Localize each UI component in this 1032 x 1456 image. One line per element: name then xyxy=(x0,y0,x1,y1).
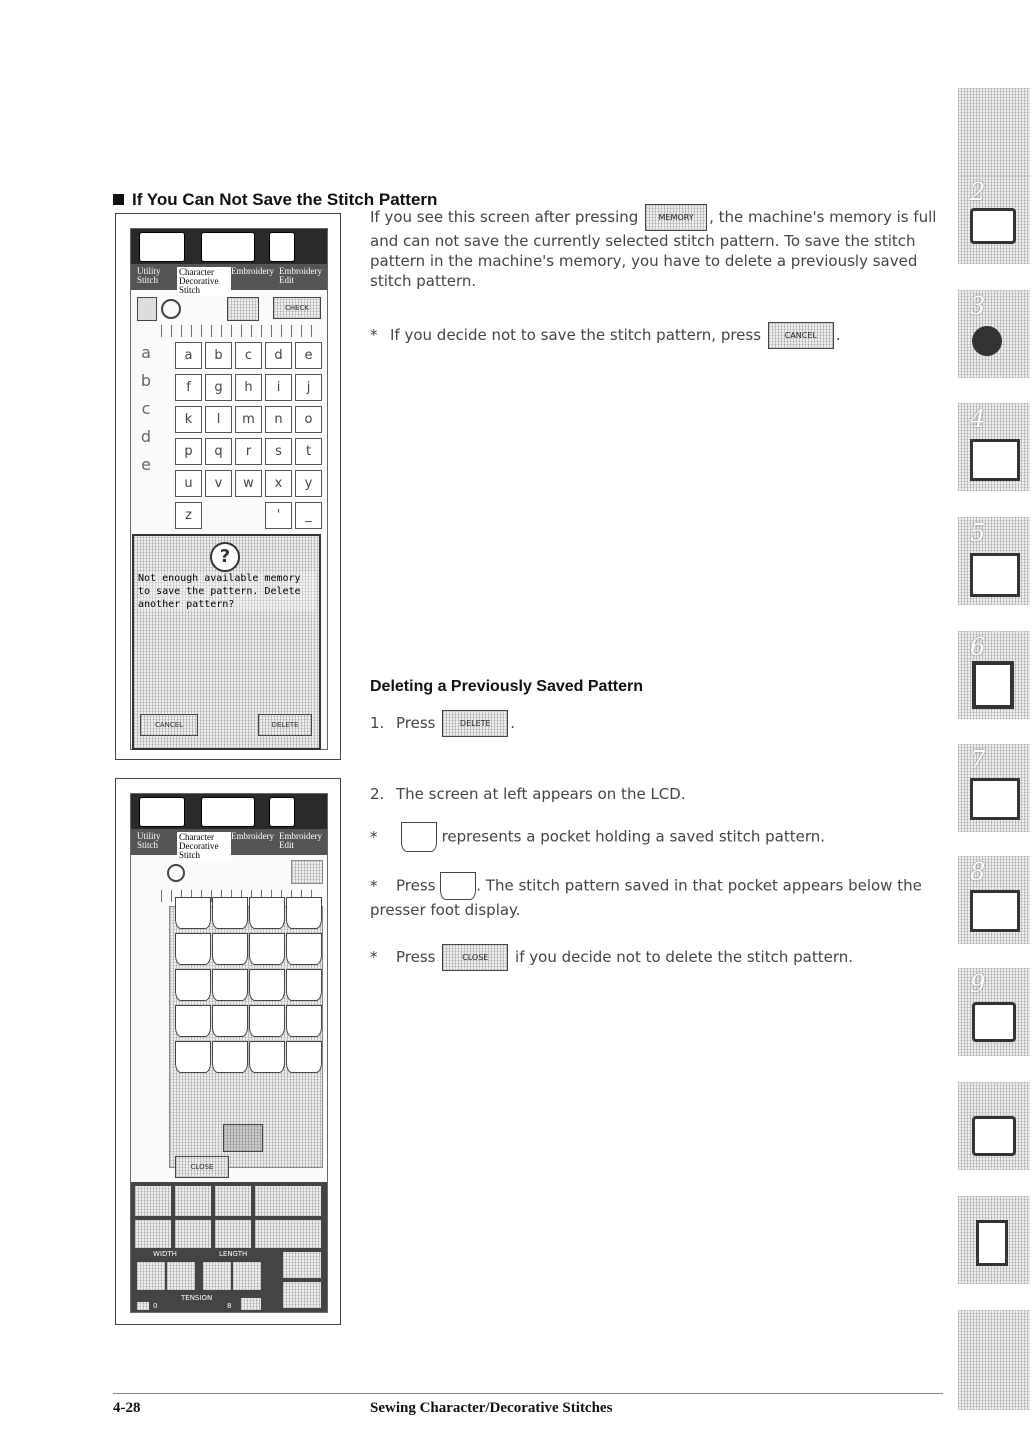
pocket-button[interactable] xyxy=(286,1041,322,1073)
bullet-text-start: Press xyxy=(396,948,436,966)
mode-utility[interactable]: Utility Stitch xyxy=(137,831,161,850)
letter-key[interactable]: s xyxy=(265,438,292,465)
check-button[interactable]: CHECK xyxy=(273,297,321,319)
presser-foot-icon xyxy=(137,297,157,321)
tab-number: 8 xyxy=(970,858,986,886)
letter-key[interactable]: b xyxy=(205,342,232,369)
document-icon[interactable] xyxy=(269,232,295,262)
step-end: . xyxy=(510,714,516,732)
tension-label: TENSION xyxy=(181,1294,213,1302)
tension-min: 0 xyxy=(153,1302,158,1310)
mode-character[interactable]: Character Decorative Stitch xyxy=(177,832,231,861)
letter-key[interactable]: l xyxy=(205,406,232,433)
bullet-pocket xyxy=(370,822,930,852)
lcd-tab-bar xyxy=(131,794,327,829)
tab-number: 4 xyxy=(970,405,986,433)
step-text: The screen at left appears on the LCD. xyxy=(396,785,686,803)
width-plus-button[interactable] xyxy=(167,1262,195,1290)
step-number: 1. xyxy=(370,714,385,732)
chapter-tab-3[interactable] xyxy=(958,290,1030,378)
mode-embroidery-edit[interactable]: Embroidery Edit xyxy=(279,831,322,850)
cancel-button[interactable]: CANCEL xyxy=(140,714,198,736)
memory-full-dialog xyxy=(132,534,321,750)
tab-number: 9 xyxy=(970,970,986,998)
pocket-button[interactable] xyxy=(249,969,285,1001)
utility-stitch-icon[interactable] xyxy=(139,232,185,262)
machine-settings-icon xyxy=(972,1002,1016,1042)
mode-bar xyxy=(131,264,327,295)
letter-key[interactable]: z xyxy=(175,502,202,529)
embroidery-frame-icon[interactable] xyxy=(201,232,255,262)
tab-number: 3 xyxy=(970,292,986,320)
pocket-button[interactable] xyxy=(286,897,322,929)
bullet-press-pocket xyxy=(370,872,942,920)
tension-max: 8 xyxy=(227,1302,232,1310)
letter-key[interactable]: f xyxy=(175,374,202,401)
reverse-icon[interactable] xyxy=(135,1186,171,1216)
shirt-icon xyxy=(970,439,1020,481)
tension-plus-button[interactable] xyxy=(241,1298,261,1310)
memory-icon[interactable] xyxy=(255,1220,321,1248)
bullet-mark: * xyxy=(370,876,378,895)
pocket-button[interactable] xyxy=(249,933,285,965)
pocket-button[interactable] xyxy=(286,1005,322,1037)
memory-button: MEMORY xyxy=(645,204,707,231)
page-number: 4-28 xyxy=(113,1400,141,1416)
side-key-top[interactable] xyxy=(283,1252,321,1278)
note-bullet: * xyxy=(370,326,378,344)
spool-icon xyxy=(167,864,185,882)
pocket-button[interactable] xyxy=(175,969,211,1001)
pocket-icon xyxy=(440,872,476,900)
letter-key[interactable]: y xyxy=(295,470,322,497)
documents-icon xyxy=(976,1220,1008,1266)
bullet-text-end: . The stitch pattern saved in that pocket appears below the presser foot display. xyxy=(370,876,922,919)
embroidery-frame-icon[interactable] xyxy=(201,797,255,827)
chapter-tab-4[interactable] xyxy=(958,403,1030,491)
intro-text-start: If you see this screen after pressing xyxy=(370,208,639,226)
letter-key[interactable]: t xyxy=(295,438,322,465)
letter-key[interactable]: r xyxy=(235,438,262,465)
letter-key[interactable]: q xyxy=(205,438,232,465)
pocket-button[interactable] xyxy=(175,897,211,929)
embroidery-frame-icon xyxy=(972,661,1014,709)
step-text: Press xyxy=(396,714,436,732)
length-label: LENGTH xyxy=(219,1250,248,1258)
letter-key[interactable]: g xyxy=(205,374,232,401)
pocket-small-icon[interactable] xyxy=(227,297,259,321)
width-label: WIDTH xyxy=(153,1250,177,1258)
letter-key[interactable]: u xyxy=(175,470,202,497)
section-title-text: If You Can Not Save the Stitch Pattern xyxy=(132,190,438,209)
note-cancel xyxy=(370,322,930,349)
question-icon: ? xyxy=(210,542,240,572)
repeat-icon[interactable] xyxy=(215,1220,251,1248)
pocket-button[interactable] xyxy=(212,1041,248,1073)
note-end: . xyxy=(835,326,841,344)
stitch-preview-ruler xyxy=(161,325,321,337)
chapter-tab-5[interactable] xyxy=(958,517,1030,605)
footer-divider xyxy=(113,1393,943,1394)
shirt-embroidery-icon xyxy=(970,778,1020,820)
chapter-tab-8[interactable] xyxy=(958,856,1030,944)
letter-key[interactable]: a xyxy=(175,342,202,369)
utility-stitch-icon[interactable] xyxy=(139,797,185,827)
scissors-icon[interactable] xyxy=(175,1186,211,1216)
sewing-machine-icon xyxy=(970,208,1016,244)
tab-number: 2 xyxy=(970,178,986,206)
pocket-button[interactable] xyxy=(212,933,248,965)
pocket-button[interactable] xyxy=(212,897,248,929)
letter-key[interactable]: j xyxy=(295,374,322,401)
letter-key[interactable]: k xyxy=(175,406,202,433)
machine-question-icon xyxy=(972,1116,1016,1156)
bullet-text: represents a pocket holding a saved stitch pattern. xyxy=(441,827,826,846)
pocket-icon xyxy=(401,822,437,852)
pattern-icon[interactable] xyxy=(215,1186,251,1216)
pocket-button[interactable] xyxy=(249,897,285,929)
close-button-inline: CLOSE xyxy=(442,944,508,971)
mode-utility[interactable]: Utility Stitch xyxy=(137,266,161,285)
chapter-tab-9[interactable] xyxy=(958,968,1030,1056)
tab-number: 7 xyxy=(970,746,986,774)
bullet-text-end: if you decide not to delete the stitch pattern. xyxy=(515,948,853,966)
pocket-button[interactable] xyxy=(249,1041,285,1073)
bullet-text-start: Press xyxy=(396,876,436,895)
note-text: If you decide not to save the stitch pattern, press xyxy=(390,326,762,344)
twin-needle-icon[interactable] xyxy=(175,1220,211,1248)
needle-position-icon[interactable] xyxy=(255,1186,321,1216)
inactive-button xyxy=(291,860,323,884)
letter-key[interactable]: x xyxy=(265,470,292,497)
tension-minus-button[interactable] xyxy=(137,1302,149,1310)
spool-icon xyxy=(161,299,181,319)
pocket-button[interactable] xyxy=(286,933,322,965)
step-1 xyxy=(370,710,515,737)
letter-key[interactable]: w xyxy=(235,470,262,497)
delete-button-inline: DELETE xyxy=(442,710,508,737)
bullet-mark: * xyxy=(370,948,378,966)
mode-embroidery[interactable]: Embroidery xyxy=(231,266,274,276)
cancel-button-inline: CANCEL xyxy=(768,322,834,349)
letter-key[interactable]: e xyxy=(295,342,322,369)
pocket-button[interactable] xyxy=(175,1041,211,1073)
chapter-tab-6[interactable] xyxy=(958,631,1030,719)
pocket-button[interactable] xyxy=(175,933,211,965)
pocket-button[interactable] xyxy=(212,969,248,1001)
chapter-title: Sewing Character/Decorative Stitches xyxy=(370,1400,613,1416)
intro-text-end: , the machine's memory is full and can not save the currently selected stitch pattern. To save the stitch pattern in the machine's memory, you have to delete a previously saved stitch pattern. xyxy=(370,208,937,290)
stitch-preview-column: a b c d e xyxy=(140,343,152,474)
letter-key[interactable]: c xyxy=(235,342,262,369)
side-key-bottom[interactable] xyxy=(283,1282,321,1308)
lcd-tab-bar xyxy=(131,229,327,264)
delete-button-inactive xyxy=(223,1124,263,1152)
letter-key[interactable]: ' xyxy=(265,502,292,529)
dialog-message: Not enough available memory to save the pattern. Delete another pattern? xyxy=(138,572,316,611)
chapter-tab-7[interactable] xyxy=(958,744,1030,832)
letter-key[interactable]: h xyxy=(235,374,262,401)
pocket-button[interactable] xyxy=(249,1005,285,1037)
pocket-button[interactable] xyxy=(286,969,322,1001)
tab-number: 5 xyxy=(970,519,986,547)
mode-character[interactable]: Character Decorative Stitch xyxy=(177,267,231,296)
letter-key[interactable]: p xyxy=(175,438,202,465)
mode-embroidery-edit[interactable]: Embroidery Edit xyxy=(279,266,322,285)
shirt-edit-icon xyxy=(970,890,1020,932)
close-button[interactable]: CLOSE xyxy=(175,1156,229,1178)
length-minus-button[interactable] xyxy=(203,1262,231,1290)
width-minus-button[interactable] xyxy=(137,1262,165,1290)
mode-bar xyxy=(131,829,327,860)
thread-spool-icon xyxy=(972,326,1002,356)
chapter-tab-appendix[interactable] xyxy=(958,1196,1030,1284)
subheading: Deleting a Previously Saved Pattern xyxy=(370,678,643,695)
mirror-icon[interactable] xyxy=(135,1220,171,1248)
tab-number: 6 xyxy=(970,633,986,661)
step-number: 2. xyxy=(370,785,385,803)
step-2 xyxy=(370,784,686,804)
letter-key[interactable]: o xyxy=(295,406,322,433)
bullet-mark: * xyxy=(370,827,378,846)
square-bullet-icon xyxy=(113,194,124,205)
document-icon[interactable] xyxy=(269,797,295,827)
pocket-button[interactable] xyxy=(175,1005,211,1037)
chapter-tab-2[interactable] xyxy=(958,176,1030,264)
chapter-tab-contents[interactable] xyxy=(958,88,1030,176)
pocket-button[interactable] xyxy=(212,1005,248,1037)
bullet-close xyxy=(370,944,942,971)
decorated-shirt-icon xyxy=(970,553,1020,597)
chapter-tab-index[interactable] xyxy=(958,1310,1030,1410)
delete-button[interactable]: DELETE xyxy=(258,714,312,736)
intro-paragraph xyxy=(370,204,942,291)
letter-key[interactable]: _ xyxy=(295,502,322,529)
mode-embroidery[interactable]: Embroidery xyxy=(231,831,274,841)
letter-key[interactable]: d xyxy=(265,342,292,369)
letter-key[interactable]: m xyxy=(235,406,262,433)
letter-key[interactable]: v xyxy=(205,470,232,497)
letter-key[interactable]: n xyxy=(265,406,292,433)
length-plus-button[interactable] xyxy=(233,1262,261,1290)
letter-key[interactable]: i xyxy=(265,374,292,401)
chapter-tab-troubleshooting[interactable] xyxy=(958,1082,1030,1170)
